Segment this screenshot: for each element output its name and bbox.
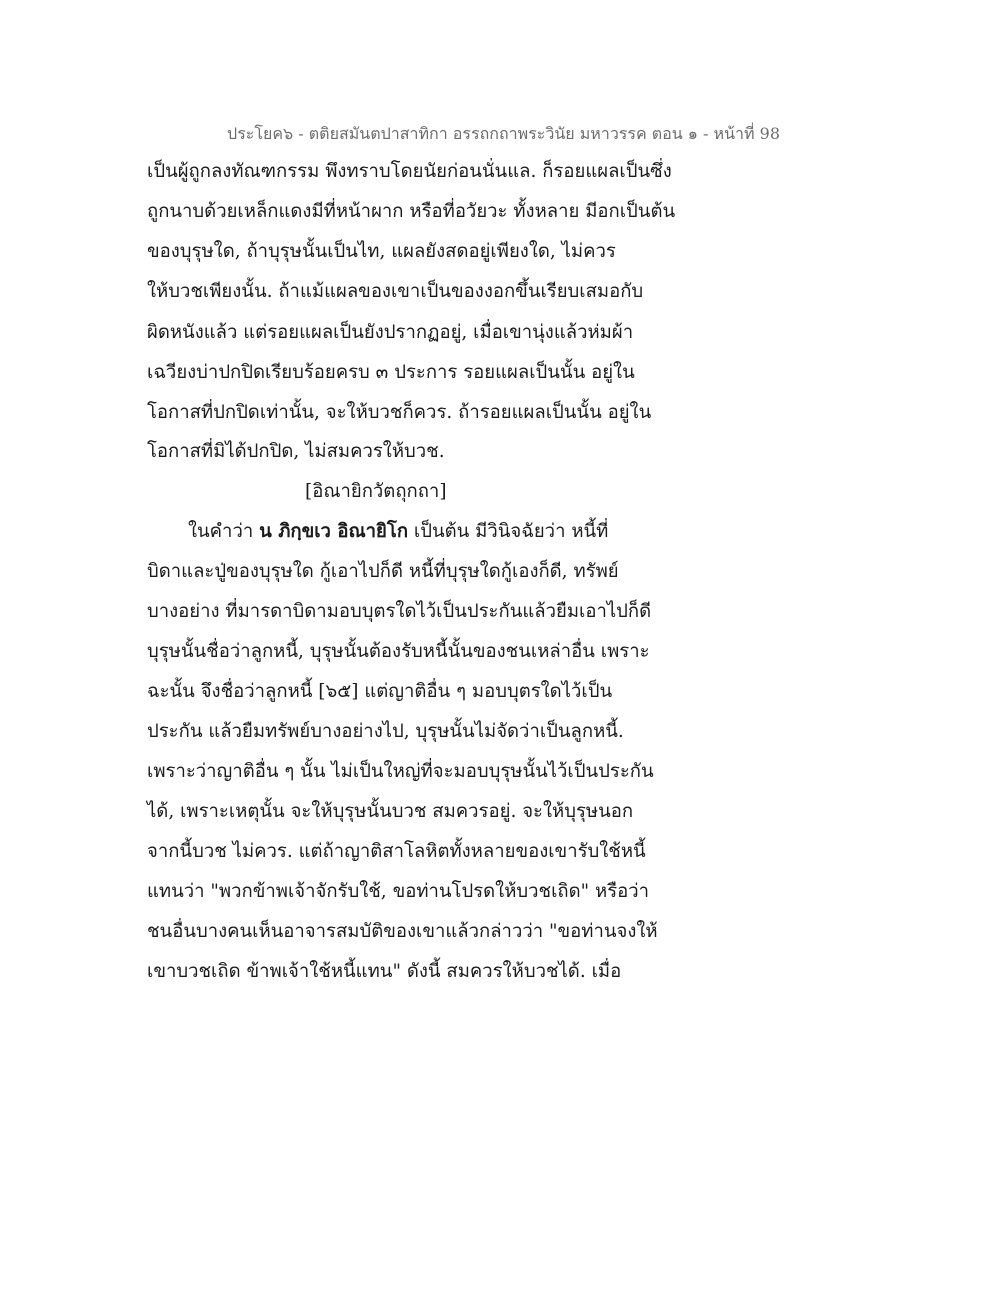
paragraph-2-line: จากนี้บวช ไม่ควร. แต่ถ้าญาติสาโลหิตทั้งหลายของเขารับใช้หนี้ bbox=[147, 841, 646, 862]
paragraph-2-line: ฉะนั้น จึงชื่อว่าลูกหนี้ [๖๕] แต่ญาติอื่น ๆ มอบบุตรใดไว้เป็น bbox=[147, 681, 613, 702]
page-header: ประโยค๖ - ตติยสมันตปาสาทิกา อรรถกถาพระวินัย มหาวรรค ตอน ๑ - หน้าที่ 98 bbox=[227, 124, 780, 143]
first-line-suffix: เป็นต้น มีวินิจฉัยว่า หนี้ที่ bbox=[408, 521, 609, 542]
paragraph-2-line: ประกัน แล้วยืมทรัพย์บางอย่างไป, บุรุษนั้นไม่จัดว่าเป็นลูกหนี้. bbox=[147, 721, 624, 742]
paragraph-2-line: เพราะว่าญาติอื่น ๆ นั้น ไม่เป็นใหญ่ที่จะมอบบุรุษนั้นไว้เป็นประกัน bbox=[147, 761, 654, 782]
paragraph-1-line: ผิดหนังแล้ว แต่รอยแผลเป็นยังปรากฏอยู่, เมื่อเขานุ่งแล้วห่มผ้า bbox=[147, 322, 634, 343]
paragraph-2-line: บางอย่าง ที่มารดาบิดามอบบุตรใดไว้เป็นประกันแล้วยืมเอาไปก็ดี bbox=[147, 601, 652, 622]
paragraph-2-line: ชนอื่นบางคนเห็นอาจารสมบัติของเขาแล้วกล่าวว่า "ขอท่านจงให้ bbox=[147, 921, 658, 942]
section-heading: [อิณายิกวัตถุกถา] bbox=[305, 481, 447, 502]
paragraph-1-line: เป็นผู้ถูกลงทัณฑกรรม พึงทราบโดยนัยก่อนนั่นแล. ก็รอยแผลเป็นซึ่ง bbox=[147, 161, 672, 182]
first-line-prefix: ในคำว่า bbox=[188, 521, 260, 542]
pali-term: น ภิกฺขเว อิณายิโก bbox=[259, 521, 409, 542]
paragraph-2-first-line bbox=[188, 517, 608, 547]
paragraph-1-line: โอกาสที่ปกปิดเท่านั้น, จะให้บวชก็ควร. ถ้ารอยแผลเป็นนั้น อยู่ใน bbox=[147, 402, 652, 423]
paragraph-1-line: โอกาสที่มิได้ปกปิด, ไม่สมควรให้บวช. bbox=[147, 441, 445, 462]
paragraph-1-line: ถูกนาบด้วยเหล็กแดงมีที่หน้าผาก หรือที่อวัยวะ ทั้งหลาย มีอกเป็นต้น bbox=[147, 201, 676, 222]
paragraph-2-line: บิดาและปู่ของบุรุษใด กู้เอาไปก็ดี หนี้ที่บุรุษใดกู้เองก็ดี, ทรัพย์ bbox=[147, 561, 619, 582]
paragraph-2-line: บุรุษนั้นชื่อว่าลูกหนี้, บุรุษนั้นต้องรับหนี้นั้นของชนเหล่าอื่น เพราะ bbox=[147, 641, 650, 662]
paragraph-2-line: ได้, เพราะเหตุนั้น จะให้บุรุษนั้นบวช สมควรอยู่. จะให้บุรุษนอก bbox=[147, 801, 634, 822]
paragraph-1-line: ให้บวชเพียงนั้น. ถ้าแม้แผลของเขาเป็นของงอกขึ้นเรียบเสมอกับ bbox=[147, 281, 644, 302]
paragraph-2-line: แทนว่า "พวกข้าพเจ้าจักรับใช้, ขอท่านโปรดให้บวชเถิด" หรือว่า bbox=[147, 881, 650, 902]
paragraph-2-line: เขาบวชเถิด ข้าพเจ้าใช้หนี้แทน" ดังนี้ สมควรให้บวชได้. เมื่อ bbox=[147, 961, 622, 982]
paragraph-1-line: เฉวียงบ่าปกปิดเรียบร้อยครบ ๓ ประการ รอยแผลเป็นนั้น อยู่ใน bbox=[147, 362, 635, 383]
paragraph-1-line: ของบุรุษใด, ถ้าบุรุษนั้นเป็นไท, แผลยังสดอยู่เพียงใด, ไม่ควร bbox=[147, 241, 616, 262]
